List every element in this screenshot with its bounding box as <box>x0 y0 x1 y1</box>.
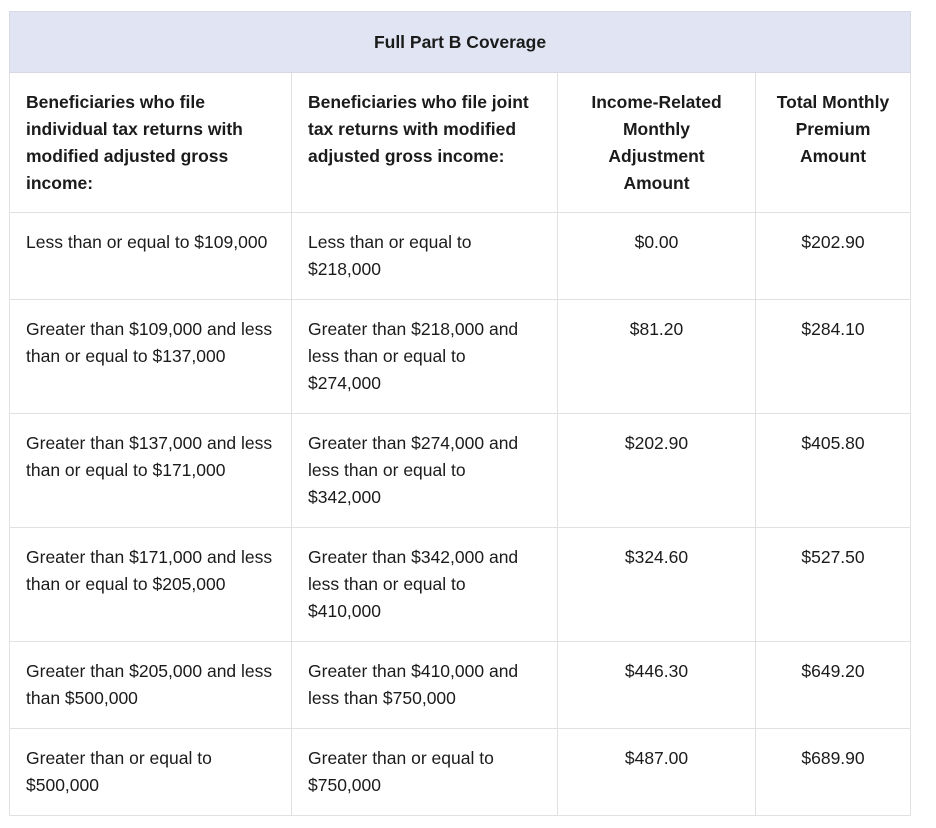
cell-total-premium: $649.20 <box>756 642 911 729</box>
table-caption: Full Part B Coverage <box>10 12 911 73</box>
cell-individual-income: Greater than $171,000 and less than or equal to $205,000 <box>10 528 292 642</box>
cell-individual-income: Greater than $109,000 and less than or equal to $137,000 <box>10 300 292 414</box>
cell-total-premium: $689.90 <box>756 729 911 816</box>
cell-irmaa: $487.00 <box>558 729 756 816</box>
cell-total-premium: $527.50 <box>756 528 911 642</box>
cell-joint-income: Less than or equal to $218,000 <box>292 213 558 300</box>
cell-joint-income: Greater than $218,000 and less than or equal to $274,000 <box>292 300 558 414</box>
cell-individual-income: Greater than $205,000 and less than $500,000 <box>10 642 292 729</box>
header-irmaa: Income-Related Monthly Adjustment Amount <box>558 73 756 213</box>
cell-irmaa: $324.60 <box>558 528 756 642</box>
cell-individual-income: Greater than $137,000 and less than or equal to $171,000 <box>10 414 292 528</box>
cell-individual-income: Less than or equal to $109,000 <box>10 213 292 300</box>
cell-joint-income: Greater than $342,000 and less than or equal to $410,000 <box>292 528 558 642</box>
table-row <box>10 642 911 729</box>
table-caption-row <box>10 12 911 73</box>
table-row <box>10 729 911 816</box>
header-total-premium: Total Monthly Premium Amount <box>756 73 911 213</box>
part-b-premium-table <box>9 11 911 816</box>
cell-total-premium: $284.10 <box>756 300 911 414</box>
header-joint-income: Beneficiaries who file joint tax returns with modified adjusted gross income: <box>292 73 558 213</box>
header-individual-income: Beneficiaries who file individual tax returns with modified adjusted gross income: <box>10 73 292 213</box>
table-row <box>10 213 911 300</box>
cell-joint-income: Greater than $410,000 and less than $750,000 <box>292 642 558 729</box>
cell-total-premium: $405.80 <box>756 414 911 528</box>
table-row <box>10 300 911 414</box>
cell-irmaa: $446.30 <box>558 642 756 729</box>
table-header-row <box>10 73 911 213</box>
cell-irmaa: $0.00 <box>558 213 756 300</box>
cell-irmaa: $202.90 <box>558 414 756 528</box>
cell-individual-income: Greater than or equal to $500,000 <box>10 729 292 816</box>
table-row <box>10 414 911 528</box>
cell-joint-income: Greater than $274,000 and less than or equal to $342,000 <box>292 414 558 528</box>
premium-table-container <box>9 11 910 816</box>
cell-joint-income: Greater than or equal to $750,000 <box>292 729 558 816</box>
table-row <box>10 528 911 642</box>
cell-irmaa: $81.20 <box>558 300 756 414</box>
cell-total-premium: $202.90 <box>756 213 911 300</box>
